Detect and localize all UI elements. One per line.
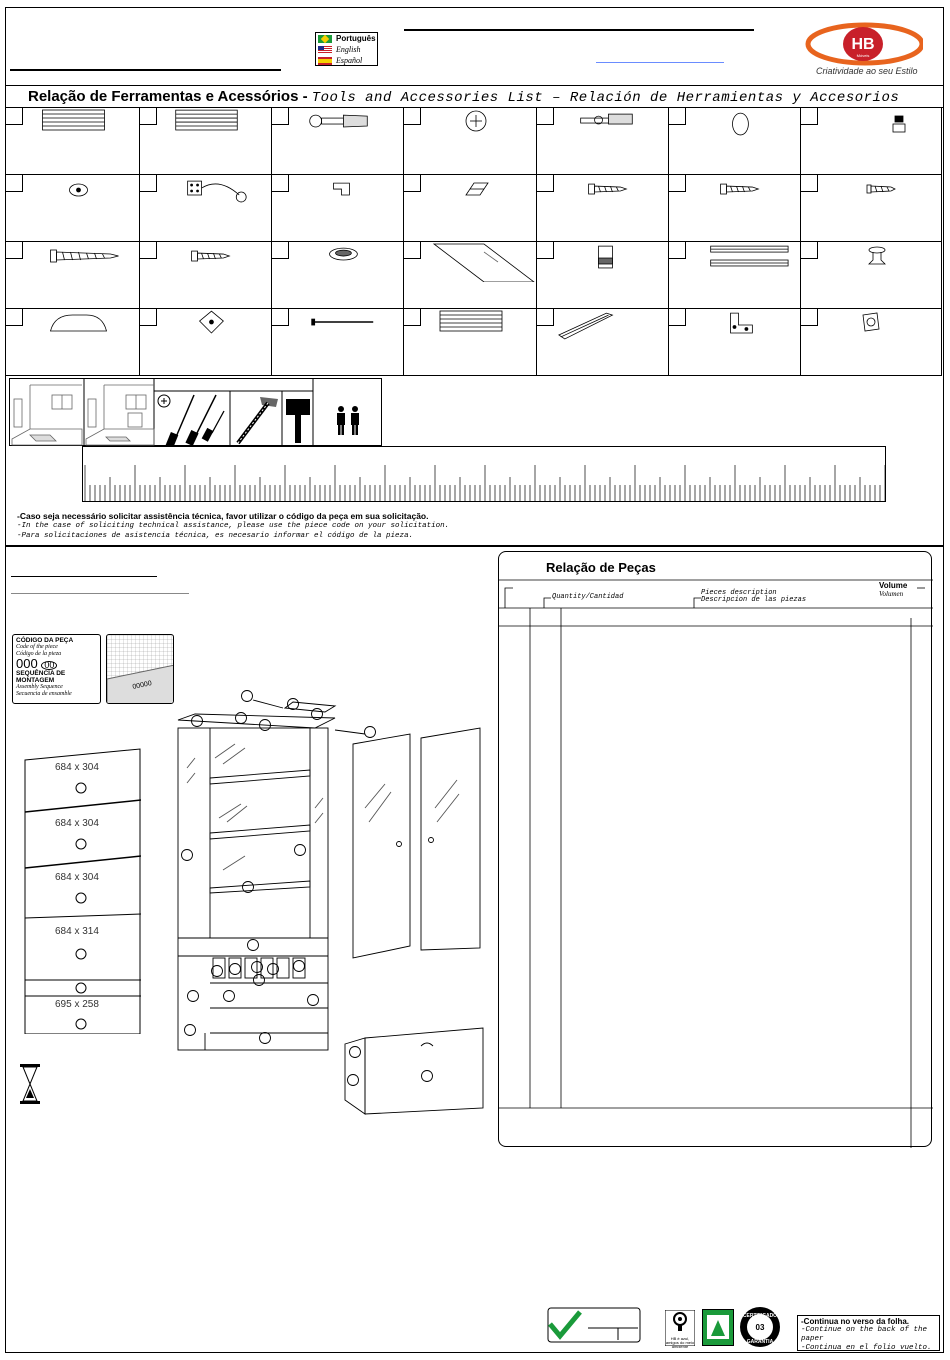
accessory-cell xyxy=(140,309,272,376)
accessory-cell xyxy=(801,108,942,175)
tools-list-title xyxy=(6,85,943,108)
room-clear-icon xyxy=(12,385,82,445)
bracket-icon xyxy=(801,108,941,148)
glue-bottle-icon xyxy=(537,242,668,282)
cabinet-exploded-drawing xyxy=(175,688,490,1118)
volume-label: Volume xyxy=(879,581,908,590)
hammer-icon xyxy=(238,397,278,443)
green-certification-seal xyxy=(702,1309,734,1346)
accessory-cell xyxy=(669,175,801,242)
hourglass-icon xyxy=(20,1064,40,1104)
accessory-cell xyxy=(801,175,942,242)
shelf-label: 684 x 304 xyxy=(55,818,99,829)
code-title: CÓDIGO DA PEÇA xyxy=(16,637,74,644)
sample-label-board xyxy=(106,634,174,704)
code-number: 000 xyxy=(16,656,38,671)
nail-icon xyxy=(272,309,403,349)
accessory-cell xyxy=(404,242,537,309)
angle-bracket-icon xyxy=(669,309,800,349)
lang-pt: Português xyxy=(336,34,376,43)
inspection-seal xyxy=(544,1304,644,1346)
accessory-cell xyxy=(140,108,272,175)
sample-code: 00000 xyxy=(131,680,153,691)
certificate-seal xyxy=(738,1306,782,1348)
header-left-rule xyxy=(10,69,281,71)
screw-icon xyxy=(140,242,271,282)
accessory-cell xyxy=(669,309,801,376)
logo-brand-text: HB xyxy=(851,36,875,53)
environment-tools-box xyxy=(9,378,382,446)
clip-icon xyxy=(272,175,403,215)
header-title-rule xyxy=(404,29,754,31)
accessories-grid xyxy=(6,108,943,375)
seq-title: SEQUÊNCIA DE MONTAGEM xyxy=(16,670,66,684)
logo-brand-sub: Móveis xyxy=(856,53,870,58)
accessory-cell xyxy=(272,108,404,175)
grid-cable-icon xyxy=(140,175,271,215)
qty-label: Quantity/Cantidad xyxy=(552,593,624,601)
product-sub-rule xyxy=(11,593,189,594)
accessory-cell xyxy=(404,309,537,376)
desc-label-en: Pieces description xyxy=(701,589,777,597)
rail-clip-icon xyxy=(404,175,536,215)
shelf-label: 684 x 304 xyxy=(55,872,99,883)
screw-icon xyxy=(537,175,668,215)
parts-list-title: Relação de Peças xyxy=(546,560,656,575)
shelf-label: 684 x 304 xyxy=(55,762,99,773)
minifix-bolt-icon xyxy=(272,108,403,148)
accessory-cell xyxy=(140,175,272,242)
usa-flag-icon xyxy=(318,46,332,54)
continue-es: -Continua en el folio vuelto. xyxy=(801,1344,932,1352)
room-furnished-icon xyxy=(86,385,154,445)
tools-title-pt: Relação de Ferramentas e Acessórios - xyxy=(28,88,308,105)
screw-icon xyxy=(669,175,800,215)
accessory-cell xyxy=(801,309,942,376)
profile-bar-icon xyxy=(537,309,668,349)
brazil-flag-icon xyxy=(318,35,332,43)
tagline: Criatividade ao seu Estilo xyxy=(816,66,918,76)
spain-flag-icon xyxy=(318,57,332,65)
accessory-cell xyxy=(6,242,140,309)
seq-es: Secuencia de ensamble xyxy=(16,691,72,697)
cert-text: CERTIFICADO xyxy=(742,1313,778,1319)
accessory-cell xyxy=(272,175,404,242)
panel-strip-icon xyxy=(6,108,139,148)
piece-code-legend xyxy=(12,634,101,704)
accessory-cell xyxy=(537,108,669,175)
connector-pin-icon xyxy=(537,108,668,148)
accessory-cell xyxy=(404,175,537,242)
accessory-cell xyxy=(404,108,537,175)
accessory-cell xyxy=(537,175,669,242)
product-name-rule xyxy=(11,576,157,577)
square-plate-icon xyxy=(140,309,271,349)
header-link-rule xyxy=(596,62,724,63)
tools-title-en-es: Tools and Accessories List – Relación de Herramientas y Accesorios xyxy=(311,90,900,106)
washer-icon xyxy=(6,175,139,215)
hb-environment-seal xyxy=(665,1310,695,1349)
shelf-label: 684 x 314 xyxy=(55,926,99,937)
shelf-label: 695 x 258 xyxy=(55,999,99,1010)
round-cap-icon xyxy=(669,108,800,148)
knob-icon xyxy=(801,242,941,282)
accessory-cell xyxy=(6,309,140,376)
cert-number: 03 xyxy=(755,1323,765,1332)
desc-label-es: Descripcion de las piezas xyxy=(701,596,807,604)
accessory-cell xyxy=(272,242,404,309)
drawer-slide-icon xyxy=(669,242,800,282)
accessory-cell xyxy=(6,175,140,242)
panel-strip-icon xyxy=(140,108,271,148)
screwdriver-icon xyxy=(158,395,224,447)
two-people-icon xyxy=(337,406,359,435)
code-en: Code of the piece xyxy=(16,644,58,650)
cam-lock-icon xyxy=(404,108,536,148)
assistance-notes xyxy=(17,511,449,541)
small-screw-icon xyxy=(801,175,941,215)
section-separator xyxy=(6,545,943,547)
continue-pt: -Continua no verso da folha. xyxy=(801,1317,910,1326)
continue-en: -Continue on the back of the paper xyxy=(801,1326,928,1343)
round-base-icon xyxy=(272,242,403,282)
continue-note xyxy=(797,1315,940,1351)
accessory-cell xyxy=(537,309,669,376)
shelves-drawing xyxy=(24,748,141,1034)
language-legend xyxy=(315,32,378,66)
cert-bottom: GARANTIA xyxy=(746,1339,774,1345)
accessory-cell xyxy=(669,108,801,175)
lang-es: Español xyxy=(336,56,363,65)
desc-label xyxy=(701,590,806,604)
note-es: -Para solicitaciones de asistencia técnica, es necesario informar el código de la pieza. xyxy=(17,532,414,540)
panel-strip-icon xyxy=(404,309,536,349)
seq-en: Assembly Sequence xyxy=(16,684,63,690)
hb-seal-text: HB é azul, amigos do meio ambiente xyxy=(665,1336,695,1349)
hinge-icon xyxy=(801,309,941,349)
volume-label-es: Volumen xyxy=(879,590,904,598)
accessory-cell xyxy=(272,309,404,376)
parts-list-panel xyxy=(498,551,932,1147)
measuring-ruler xyxy=(82,446,886,502)
accessory-cell xyxy=(537,242,669,309)
accessory-cell xyxy=(140,242,272,309)
handle-icon xyxy=(6,309,139,349)
lang-en: English xyxy=(336,45,361,54)
note-en: -In the case of soliciting technical assistance, please use the piece code on your solicitation. xyxy=(17,522,450,530)
accessory-cell xyxy=(669,242,801,309)
long-screw-icon xyxy=(6,242,139,282)
code-es: Código de la pieza xyxy=(16,651,62,657)
seq-number: 00 xyxy=(41,661,57,670)
accessory-cell xyxy=(801,242,942,309)
note-pt: -Caso seja necessário solicitar assistência técnica, favor utilizar o código da peça em sua solicitação. xyxy=(17,511,429,521)
accessory-cell xyxy=(6,108,140,175)
mallet-icon xyxy=(286,399,310,443)
glass-panel-icon xyxy=(404,242,536,282)
